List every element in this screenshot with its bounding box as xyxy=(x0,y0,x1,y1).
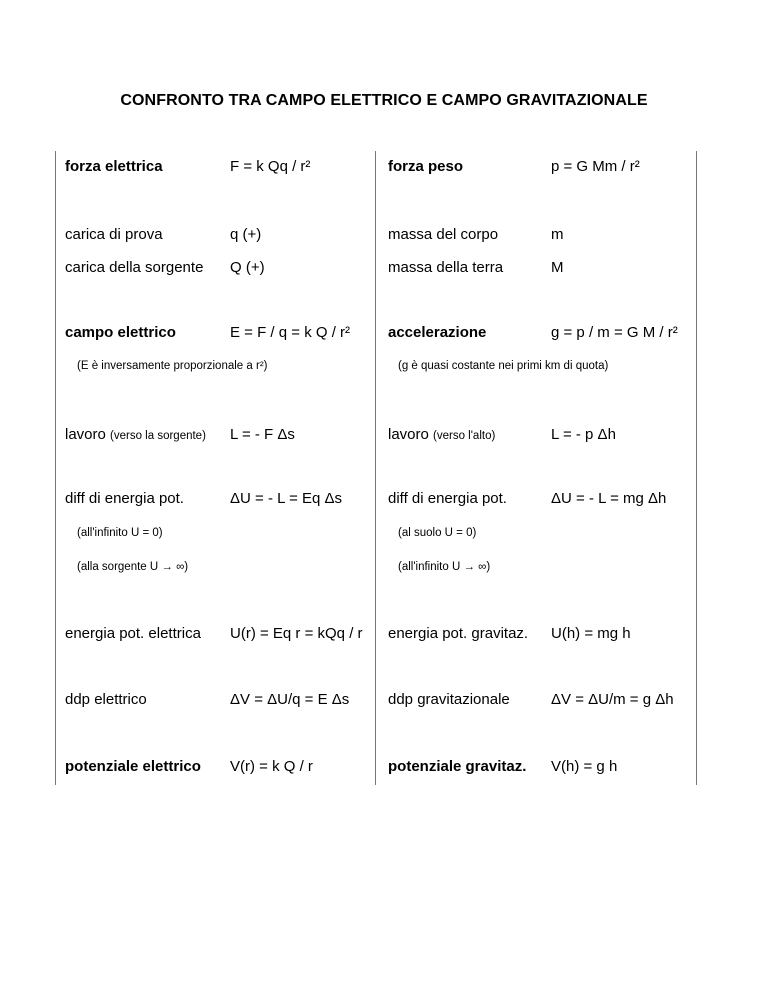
accel-formula: g = p / m = G M / r² xyxy=(551,324,678,341)
gravity-pot-energy-label: energia pot. gravitaz. xyxy=(388,625,529,642)
page-title: CONFRONTO TRA CAMPO ELETTRICO E CAMPO GRAVITAZIONALE xyxy=(120,92,648,109)
electric-work-label: lavoro xyxy=(65,426,106,443)
electric-potential-formula: V(r) = k Q / r xyxy=(230,758,313,775)
source-charge-label: carica della sorgente xyxy=(65,259,204,276)
electric-field-note: (E è inversamente proporzionale a r²) xyxy=(77,360,268,372)
electric-pot-energy-diff-label: diff di energia pot. xyxy=(65,490,184,507)
electric-work-row xyxy=(65,426,206,443)
gravity-ddp-label: ddp gravitazionale xyxy=(388,691,510,708)
electric-infinity-note: (all'infinito U = 0) xyxy=(77,527,163,539)
gravity-pot-energy-diff-label: diff di energia pot. xyxy=(388,490,507,507)
gravity-pot-energy-formula: U(h) = mg h xyxy=(551,625,631,642)
source-charge-value: Q (+) xyxy=(230,259,265,276)
gravity-ddp-formula: ΔV = ΔU/m = g Δh xyxy=(551,691,674,708)
test-charge-value: q (+) xyxy=(230,226,262,243)
center-divider xyxy=(375,151,376,785)
gravity-potential-label: potenziale gravitaz. xyxy=(388,758,527,775)
gravity-ground-note: (al suolo U = 0) xyxy=(398,527,477,539)
accel-note: (g è quasi costante nei primi km di quota) xyxy=(398,360,609,372)
gravity-infinity-note: (all'infinito U → ∞) xyxy=(398,561,491,573)
gravity-force-label: forza peso xyxy=(388,158,464,175)
electric-force-formula: F = k Qq / r² xyxy=(230,158,311,175)
gravity-pot-energy-diff-formula: ΔU = - L = mg Δh xyxy=(551,490,667,507)
electric-field-formula: E = F / q = k Q / r² xyxy=(230,324,351,341)
electric-work-note: (verso la sorgente) xyxy=(110,430,206,442)
left-border xyxy=(55,151,56,785)
right-border xyxy=(696,151,697,785)
gravity-work-formula: L = - p Δh xyxy=(551,426,616,443)
gravity-work-note: (verso l'alto) xyxy=(433,430,496,442)
electric-source-note: (alla sorgente U → ∞) xyxy=(77,561,189,573)
gravity-work-row xyxy=(388,426,495,443)
mass-earth-value: M xyxy=(551,259,564,276)
gravity-force-formula: p = G Mm / r² xyxy=(551,158,640,175)
electric-ddp-label: ddp elettrico xyxy=(65,691,147,708)
electric-pot-energy-label: energia pot. elettrica xyxy=(65,625,201,642)
electric-pot-energy-formula: U(r) = Eq r = kQq / r xyxy=(230,625,363,642)
gravity-work-label: lavoro xyxy=(388,426,429,443)
electric-ddp-formula: ΔV = ΔU/q = E Δs xyxy=(230,691,350,708)
electric-field-label: campo elettrico xyxy=(65,324,176,341)
test-charge-label: carica di prova xyxy=(65,226,163,243)
mass-body-value: m xyxy=(551,226,564,243)
electric-force-label: forza elettrica xyxy=(65,158,163,175)
mass-body-label: massa del corpo xyxy=(388,226,499,243)
gravity-potential-formula: V(h) = g h xyxy=(551,758,618,775)
electric-pot-energy-diff-formula: ΔU = - L = Eq Δs xyxy=(230,490,343,507)
electric-potential-label: potenziale elettrico xyxy=(65,758,201,775)
electric-work-formula: L = - F Δs xyxy=(230,426,295,443)
accel-label: accelerazione xyxy=(388,324,487,341)
mass-earth-label: massa della terra xyxy=(388,259,504,276)
